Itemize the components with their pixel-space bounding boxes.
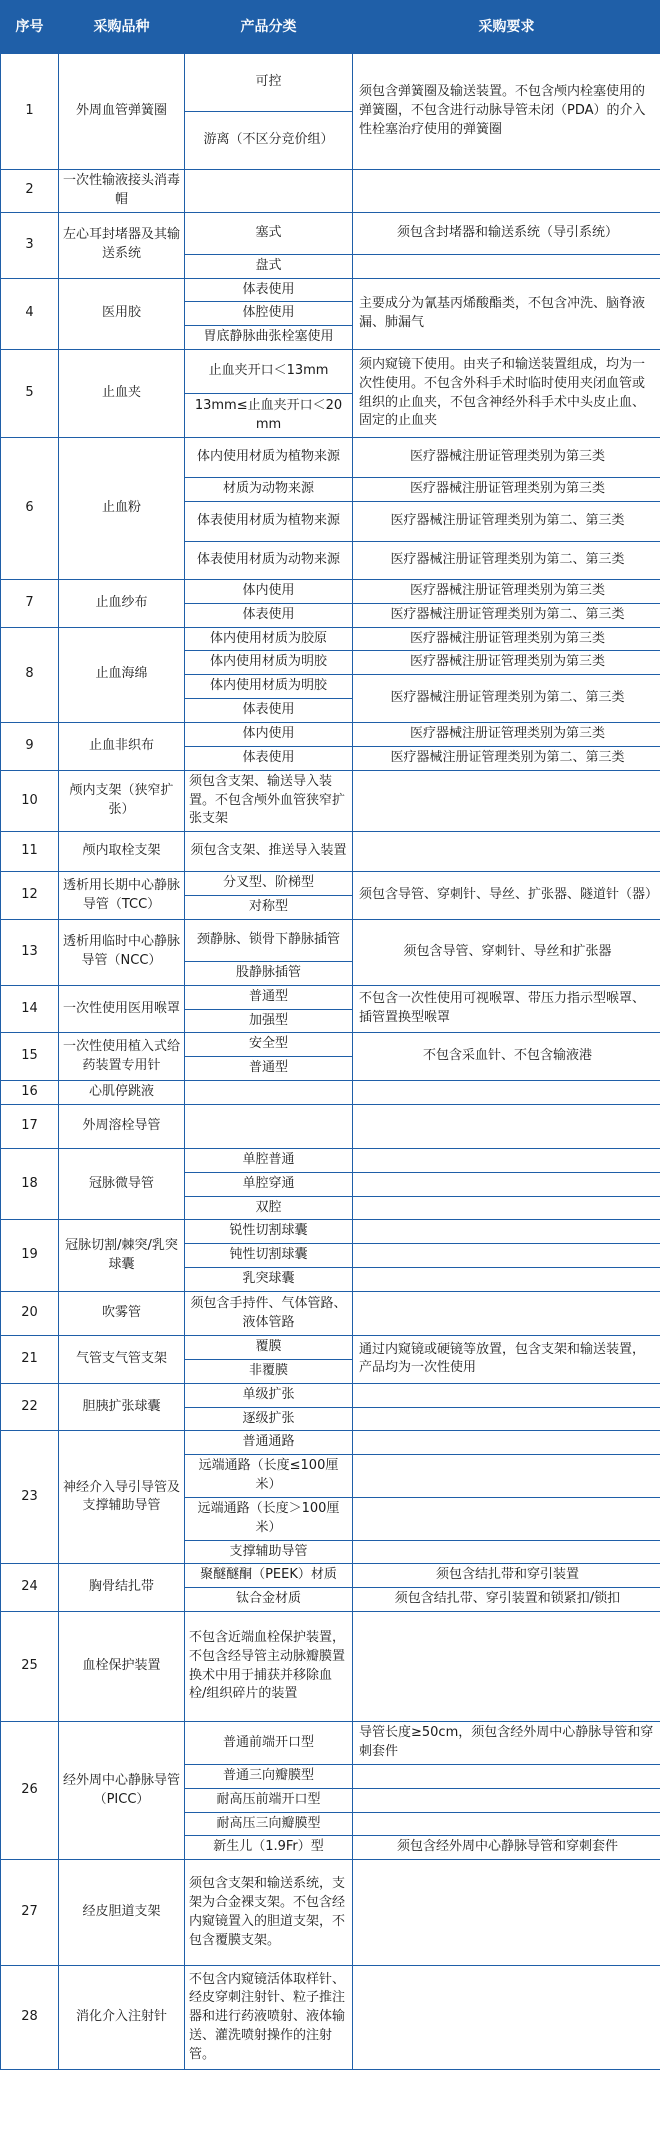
procurement-requirement: 医疗器械注册证管理类别为第三类	[353, 478, 660, 502]
table-row	[1, 627, 660, 651]
table-row	[1, 1220, 660, 1244]
procurement-variety: 医用胶	[59, 278, 185, 350]
procurement-requirement	[353, 770, 660, 832]
row-number: 13	[1, 919, 59, 985]
procurement-variety: 神经介入导引导管及支撑辅助导管	[59, 1431, 185, 1564]
row-number: 8	[1, 627, 59, 722]
row-number: 7	[1, 579, 59, 627]
product-category: 颈静脉、锁骨下静脉插管	[185, 919, 353, 961]
row-number: 4	[1, 278, 59, 350]
procurement-variety: 冠脉微导管	[59, 1148, 185, 1220]
procurement-variety: 胸骨结扎带	[59, 1564, 185, 1612]
product-category: 锐性切割球囊	[185, 1220, 353, 1244]
table-row	[1, 278, 660, 302]
procurement-variety: 冠脉切割/棘突/乳突球囊	[59, 1220, 185, 1292]
procurement-requirement: 须包含导管、穿刺针、导丝、扩张器、隧道针（器）	[353, 872, 660, 920]
product-category: 体表使用	[185, 278, 353, 302]
product-category: 聚醚醚酮（PEEK）材质	[185, 1564, 353, 1588]
procurement-requirement	[353, 1497, 660, 1540]
procurement-requirement	[353, 1196, 660, 1220]
procurement-variety: 一次性使用医用喉罩	[59, 985, 185, 1033]
product-category: 不包含内窥镜活体取样针、经皮穿刺注射针、粒子推注器和进行药液喷射、液体输送、灌洗喷射操作的注射管。	[185, 1966, 353, 2070]
product-category: 普通型	[185, 1057, 353, 1081]
header-requirement: 采购要求	[353, 1, 660, 54]
row-number: 14	[1, 985, 59, 1033]
row-number: 10	[1, 770, 59, 832]
procurement-variety: 气管支气管支架	[59, 1336, 185, 1384]
product-category: 须包含支架和输送系统，支架为合金裸支架。不包含经内窥镜置入的胆道支架，不包含覆膜支架。	[185, 1860, 353, 1966]
product-category: 止血夹开口＜13mm	[185, 350, 353, 394]
procurement-requirement	[353, 1244, 660, 1268]
row-number: 22	[1, 1383, 59, 1431]
procurement-requirement	[353, 254, 660, 278]
procurement-requirement	[353, 1104, 660, 1148]
procurement-requirement: 医疗器械注册证管理类别为第二、第三类	[353, 675, 660, 723]
product-category: 盘式	[185, 254, 353, 278]
row-number: 25	[1, 1612, 59, 1722]
procurement-requirement: 须包含结扎带、穿引装置和锁紧扣/锁扣	[353, 1588, 660, 1612]
procurement-requirement	[353, 1148, 660, 1172]
product-category: 逐级扩张	[185, 1407, 353, 1431]
procurement-requirement: 须包含弹簧圈及输送装置。不包含颅内栓塞使用的弹簧圈，不包含进行动脉导管未闭（PDA）的介入性栓塞治疗使用的弹簧圈	[353, 54, 660, 170]
table-row	[1, 212, 660, 254]
procurement-requirement	[353, 1081, 660, 1105]
product-category: 13mm≤止血夹开口＜20mm	[185, 394, 353, 438]
row-number: 20	[1, 1292, 59, 1336]
procurement-requirement: 须包含结扎带和穿引装置	[353, 1564, 660, 1588]
product-category: 耐高压三向瓣膜型	[185, 1812, 353, 1836]
procurement-requirement	[353, 1431, 660, 1455]
table-row	[1, 170, 660, 213]
product-category: 钝性切割球囊	[185, 1244, 353, 1268]
procurement-requirement: 医疗器械注册证管理类别为第二、第三类	[353, 746, 660, 770]
table-row	[1, 1383, 660, 1407]
product-category: 单级扩张	[185, 1383, 353, 1407]
procurement-requirement	[353, 1812, 660, 1836]
product-category: 体内使用材质为植物来源	[185, 438, 353, 478]
procurement-variety: 经皮胆道支架	[59, 1860, 185, 1966]
product-category: 体腔使用	[185, 302, 353, 326]
table-row	[1, 985, 660, 1009]
header-variety: 采购品种	[59, 1, 185, 54]
product-category: 普通三向瓣膜型	[185, 1764, 353, 1788]
table-row	[1, 1148, 660, 1172]
procurement-requirement	[353, 1966, 660, 2070]
product-category: 钛合金材质	[185, 1588, 353, 1612]
product-category: 材质为动物来源	[185, 478, 353, 502]
table-row	[1, 350, 660, 394]
procurement-variety: 止血非织布	[59, 722, 185, 770]
row-number: 21	[1, 1336, 59, 1384]
row-number: 19	[1, 1220, 59, 1292]
product-category: 双腔	[185, 1196, 353, 1220]
product-category: 单腔普通	[185, 1148, 353, 1172]
table-row	[1, 1033, 660, 1057]
procurement-requirement	[353, 1407, 660, 1431]
procurement-requirement	[353, 1455, 660, 1498]
procurement-requirement	[353, 1220, 660, 1244]
table-row	[1, 1966, 660, 2070]
product-category: 普通前端开口型	[185, 1722, 353, 1765]
procurement-requirement: 医疗器械注册证管理类别为第三类	[353, 579, 660, 603]
product-category: 体表使用	[185, 699, 353, 723]
product-category: 普通通路	[185, 1431, 353, 1455]
procurement-variety: 外周血管弹簧圈	[59, 54, 185, 170]
procurement-requirement: 须内窥镜下使用。由夹子和输送装置组成，均为一次性使用。不包含外科手术时临时使用夹闭血管或组织的止血夹，不包含神经外科手术中头皮止血、固定的止血夹	[353, 350, 660, 438]
procurement-variety: 颅内支架（狭窄扩张）	[59, 770, 185, 832]
row-number: 18	[1, 1148, 59, 1220]
product-category: 对称型	[185, 896, 353, 920]
procurement-requirement	[353, 1612, 660, 1722]
row-number: 9	[1, 722, 59, 770]
product-category: 普通型	[185, 985, 353, 1009]
procurement-variety: 血栓保护装置	[59, 1612, 185, 1722]
table-header-row	[1, 1, 660, 54]
row-number: 17	[1, 1104, 59, 1148]
table-row	[1, 1104, 660, 1148]
procurement-requirement: 须包含经外周中心静脉导管和穿刺套件	[353, 1836, 660, 1860]
procurement-requirement: 须包含导管、穿刺针、导丝和扩张器	[353, 919, 660, 985]
procurement-variety: 止血海绵	[59, 627, 185, 722]
product-category: 远端通路（长度≤100厘米）	[185, 1455, 353, 1498]
product-category: 须包含支架、推送导入装置	[185, 832, 353, 872]
product-category: 胃底静脉曲张栓塞使用	[185, 326, 353, 350]
procurement-requirement: 医疗器械注册证管理类别为第三类	[353, 438, 660, 478]
procurement-variety: 心肌停跳液	[59, 1081, 185, 1105]
product-category: 体表使用	[185, 603, 353, 627]
procurement-requirement: 不包含一次性使用可视喉罩、带压力指示型喉罩、插管置换型喉罩	[353, 985, 660, 1033]
procurement-variety: 外周溶栓导管	[59, 1104, 185, 1148]
row-number: 11	[1, 832, 59, 872]
procurement-requirement: 导管长度≥50cm，须包含经外周中心静脉导管和穿刺套件	[353, 1722, 660, 1765]
procurement-variety: 一次性使用植入式给药装置专用针	[59, 1033, 185, 1081]
table-row	[1, 770, 660, 832]
product-category: 分叉型、阶梯型	[185, 872, 353, 896]
row-number: 12	[1, 872, 59, 920]
row-number: 6	[1, 438, 59, 580]
procurement-requirement	[353, 1292, 660, 1336]
row-number: 5	[1, 350, 59, 438]
procurement-variety: 止血粉	[59, 438, 185, 580]
product-category: 非覆膜	[185, 1359, 353, 1383]
table-row	[1, 919, 660, 961]
table-row	[1, 1336, 660, 1360]
row-number: 27	[1, 1860, 59, 1966]
product-category: 股静脉插管	[185, 961, 353, 985]
procurement-variety: 胆胰扩张球囊	[59, 1383, 185, 1431]
product-category: 耐高压前端开口型	[185, 1788, 353, 1812]
table-row	[1, 722, 660, 746]
table-row	[1, 1722, 660, 1765]
procurement-variety: 止血纱布	[59, 579, 185, 627]
row-number: 15	[1, 1033, 59, 1081]
procurement-variety: 经外周中心静脉导管（PICC）	[59, 1722, 185, 1860]
product-category: 体表使用	[185, 746, 353, 770]
procurement-requirement: 主要成分为氰基丙烯酸酯类，不包含冲洗、脑脊液漏、肺漏气	[353, 278, 660, 350]
procurement-requirement	[353, 1268, 660, 1292]
product-category: 体内使用	[185, 722, 353, 746]
procurement-variety: 吹雾管	[59, 1292, 185, 1336]
product-category: 可控	[185, 54, 353, 112]
product-category: 游离（不区分竞价组）	[185, 112, 353, 170]
procurement-variety: 消化介入注射针	[59, 1966, 185, 2070]
procurement-requirement: 医疗器械注册证管理类别为第二、第三类	[353, 541, 660, 579]
procurement-requirement: 医疗器械注册证管理类别为第二、第三类	[353, 501, 660, 541]
product-category: 须包含手持件、气体管路、液体管路	[185, 1292, 353, 1336]
table-row	[1, 1292, 660, 1336]
procurement-variety: 透析用临时中心静脉导管（NCC）	[59, 919, 185, 985]
row-number: 24	[1, 1564, 59, 1612]
procurement-variety: 颅内取栓支架	[59, 832, 185, 872]
procurement-variety: 左心耳封堵器及其输送系统	[59, 212, 185, 278]
header-no: 序号	[1, 1, 59, 54]
product-category: 体表使用材质为动物来源	[185, 541, 353, 579]
row-number: 3	[1, 212, 59, 278]
table-row	[1, 1564, 660, 1588]
product-category	[185, 170, 353, 213]
procurement-requirement: 医疗器械注册证管理类别为第三类	[353, 722, 660, 746]
product-category: 不包含近端血栓保护装置，不包含经导管主动脉瓣膜置换术中用于捕获并移除血栓/组织碎片的装置	[185, 1612, 353, 1722]
procurement-variety: 止血夹	[59, 350, 185, 438]
product-category: 乳突球囊	[185, 1268, 353, 1292]
row-number: 2	[1, 170, 59, 213]
procurement-requirement	[353, 1172, 660, 1196]
product-category: 远端通路（长度＞100厘米）	[185, 1497, 353, 1540]
product-category: 覆膜	[185, 1336, 353, 1360]
table-row	[1, 1431, 660, 1455]
product-category: 体表使用材质为植物来源	[185, 501, 353, 541]
table-row	[1, 1612, 660, 1722]
row-number: 16	[1, 1081, 59, 1105]
row-number: 23	[1, 1431, 59, 1564]
procurement-requirement	[353, 1383, 660, 1407]
procurement-requirement	[353, 1860, 660, 1966]
procurement-requirement: 医疗器械注册证管理类别为第三类	[353, 627, 660, 651]
product-category: 体内使用材质为明胶	[185, 651, 353, 675]
table-row	[1, 1081, 660, 1105]
product-category: 体内使用	[185, 579, 353, 603]
procurement-requirement: 通过内窥镜或硬镜等放置，包含支架和输送装置，产品均为一次性使用	[353, 1336, 660, 1384]
procurement-requirement	[353, 1540, 660, 1564]
table-row	[1, 1860, 660, 1966]
table-body	[1, 54, 660, 2070]
procurement-variety: 透析用长期中心静脉导管（TCC）	[59, 872, 185, 920]
table-row	[1, 872, 660, 896]
product-category: 加强型	[185, 1009, 353, 1033]
product-category: 塞式	[185, 212, 353, 254]
procurement-requirement: 不包含采血针、不包含输液港	[353, 1033, 660, 1081]
product-category: 须包含支架、输送导入装置。不包含颅外血管狭窄扩张支架	[185, 770, 353, 832]
product-category: 新生儿（1.9Fr）型	[185, 1836, 353, 1860]
procurement-requirement: 须包含封堵器和输送系统（导引系统）	[353, 212, 660, 254]
product-category: 体内使用材质为胶原	[185, 627, 353, 651]
row-number: 28	[1, 1966, 59, 2070]
procurement-requirement	[353, 1788, 660, 1812]
header-category: 产品分类	[185, 1, 353, 54]
product-category	[185, 1104, 353, 1148]
procurement-requirement	[353, 1764, 660, 1788]
procurement-requirement: 医疗器械注册证管理类别为第二、第三类	[353, 603, 660, 627]
table-row	[1, 438, 660, 478]
product-category: 安全型	[185, 1033, 353, 1057]
procurement-variety: 一次性输液接头消毒帽	[59, 170, 185, 213]
product-category: 单腔穿通	[185, 1172, 353, 1196]
procurement-requirement	[353, 170, 660, 213]
row-number: 26	[1, 1722, 59, 1860]
procurement-requirement: 医疗器械注册证管理类别为第三类	[353, 651, 660, 675]
product-category	[185, 1081, 353, 1105]
table-row	[1, 832, 660, 872]
row-number: 1	[1, 54, 59, 170]
product-category: 体内使用材质为明胶	[185, 675, 353, 699]
table-row	[1, 54, 660, 112]
procurement-requirement	[353, 832, 660, 872]
table-row	[1, 579, 660, 603]
product-category: 支撑辅助导管	[185, 1540, 353, 1564]
